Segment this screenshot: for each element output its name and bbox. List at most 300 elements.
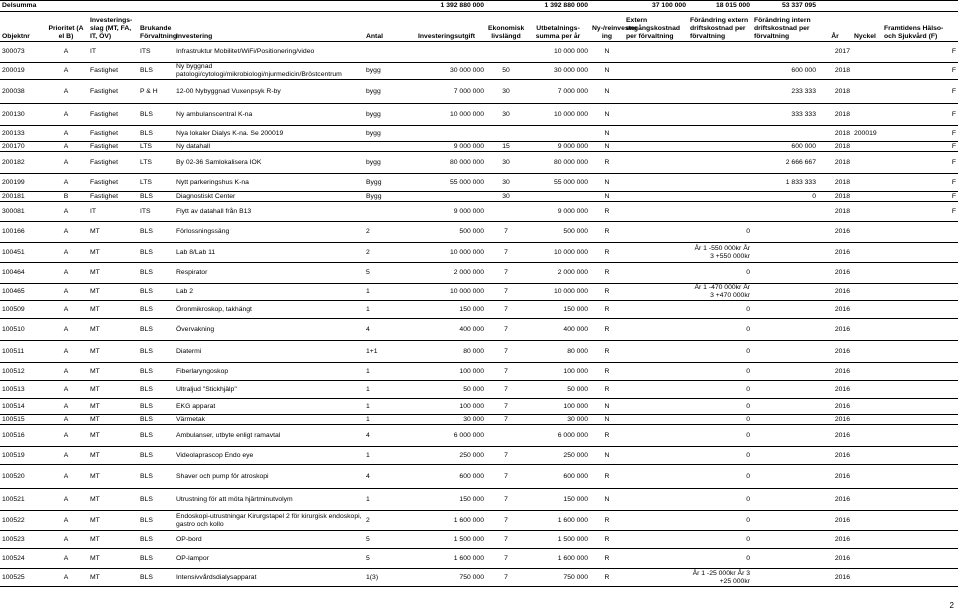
table-row (0, 363, 958, 381)
ar-cell: 2016 (818, 549, 852, 569)
ar-cell: 2018 (818, 142, 852, 152)
header-halso: Framtidens Hälso- och Sjukvård (F) (882, 12, 958, 42)
nyckel-cell (852, 263, 882, 284)
antal-cell: 1 (364, 381, 416, 399)
extern-engang-cell (624, 243, 688, 263)
objektnr-cell: 100510 (0, 319, 44, 341)
extern-drift-cell: 0 (688, 549, 752, 569)
objektnr-cell: 100166 (0, 222, 44, 243)
header-antal: Antal (364, 12, 416, 42)
table-row (0, 415, 958, 425)
ar-cell: 2016 (818, 301, 852, 319)
intern-drift-cell (752, 415, 818, 425)
extern-drift-cell: 0 (688, 222, 752, 243)
objektnr-cell: 200038 (0, 80, 44, 104)
table-row (0, 222, 958, 243)
prioritet-cell: A (44, 549, 88, 569)
objektnr-cell: 100464 (0, 263, 44, 284)
table-row (0, 319, 958, 341)
livslangd-cell: 30 (486, 152, 526, 174)
antal-cell: 4 (364, 465, 416, 489)
objektnr-cell: 100465 (0, 284, 44, 301)
ar-cell: 2017 (818, 42, 852, 63)
header-intern-drift: Förändring intern driftskostnad per förvaltning (752, 12, 818, 42)
intern-drift-cell: 600 000 (752, 63, 818, 80)
brukande-cell: BLS (138, 319, 174, 341)
objektnr-cell: 300081 (0, 202, 44, 222)
brukande-cell: BLS (138, 399, 174, 415)
utbetalning-cell: 2 000 000 (526, 263, 590, 284)
table-row (0, 531, 958, 549)
extern-engang-cell (624, 425, 688, 447)
intern-drift-cell (752, 126, 818, 142)
utbetalning-cell: 10 000 000 (526, 243, 590, 263)
utbetalning-cell: 100 000 (526, 363, 590, 381)
objektnr-cell: 200170 (0, 142, 44, 152)
prioritet-cell: A (44, 447, 88, 465)
utgift-cell: 100 000 (416, 399, 486, 415)
extern-drift-cell (688, 126, 752, 142)
table-row (0, 465, 958, 489)
objektnr-cell: 100512 (0, 363, 44, 381)
slag-cell: MT (88, 263, 138, 284)
table-row (0, 63, 958, 80)
objektnr-cell: 100511 (0, 341, 44, 363)
ar-cell: 2018 (818, 192, 852, 202)
investering-cell: Ny datahall (174, 142, 364, 152)
nyckel-cell (852, 341, 882, 363)
investering-cell: Diatermi (174, 341, 364, 363)
halso-cell: F (882, 142, 958, 152)
header-row (0, 12, 958, 42)
prioritet-cell: A (44, 63, 88, 80)
header-investering: Investering (174, 12, 364, 42)
header-ny: Ny-/reinvester ing (590, 12, 624, 42)
prioritet-cell: A (44, 80, 88, 104)
brukande-cell: BLS (138, 381, 174, 399)
utbetalning-cell: 50 000 (526, 381, 590, 399)
utbetalning-cell: 9 000 000 (526, 202, 590, 222)
utgift-cell: 150 000 (416, 301, 486, 319)
brukande-cell: LTS (138, 174, 174, 192)
subtotal-utbetalning: 1 392 880 000 (526, 1, 590, 12)
nyckel-cell (852, 415, 882, 425)
utbetalning-cell: 55 000 000 (526, 174, 590, 192)
intern-drift-cell: 233 333 (752, 80, 818, 104)
table-row (0, 202, 958, 222)
slag-cell: MT (88, 341, 138, 363)
extern-engang-cell (624, 489, 688, 511)
extern-drift-cell: 0 (688, 415, 752, 425)
ny-reinvest-cell: R (590, 549, 624, 569)
livslangd-cell: 30 (486, 192, 526, 202)
antal-cell: bygg (364, 80, 416, 104)
extern-drift-cell (688, 63, 752, 80)
intern-drift-cell (752, 222, 818, 243)
nyckel-cell (852, 243, 882, 263)
antal-cell: 1+1 (364, 341, 416, 363)
brukande-cell: BLS (138, 425, 174, 447)
intern-drift-cell (752, 341, 818, 363)
investering-cell: Shaver och pump för atroskopi (174, 465, 364, 489)
utbetalning-cell: 10 000 000 (526, 42, 590, 63)
ny-reinvest-cell: R (590, 263, 624, 284)
halso-cell (882, 284, 958, 301)
halso-cell: F (882, 192, 958, 202)
nyckel-cell (852, 531, 882, 549)
livslangd-cell: 30 (486, 104, 526, 126)
antal-cell: bygg (364, 63, 416, 80)
extern-engang-cell (624, 301, 688, 319)
halso-cell: F (882, 152, 958, 174)
prioritet-cell: A (44, 284, 88, 301)
intern-drift-cell (752, 243, 818, 263)
slag-cell: MT (88, 363, 138, 381)
nyckel-cell (852, 202, 882, 222)
utgift-cell: 1 500 000 (416, 531, 486, 549)
ar-cell: 2016 (818, 511, 852, 531)
ar-cell: 2018 (818, 202, 852, 222)
header-extern-drift: Förändring extern driftskostnad per förvaltning (688, 12, 752, 42)
ar-cell: 2016 (818, 284, 852, 301)
utgift-cell: 600 000 (416, 465, 486, 489)
utbetalning-cell: 150 000 (526, 489, 590, 511)
nyckel-cell (852, 363, 882, 381)
utgift-cell: 150 000 (416, 489, 486, 511)
utgift-cell: 80 000 000 (416, 152, 486, 174)
extern-drift-cell: 0 (688, 341, 752, 363)
intern-drift-cell (752, 202, 818, 222)
extern-engang-cell (624, 63, 688, 80)
ar-cell: 2016 (818, 263, 852, 284)
nyckel-cell (852, 152, 882, 174)
extern-engang-cell (624, 549, 688, 569)
utbetalning-cell: 750 000 (526, 569, 590, 587)
antal-cell: 1 (364, 399, 416, 415)
extern-drift-cell: 0 (688, 263, 752, 284)
extern-engang-cell (624, 142, 688, 152)
ar-cell: 2016 (818, 447, 852, 465)
investering-cell: Flytt av datahall från B13 (174, 202, 364, 222)
halso-cell: F (882, 126, 958, 142)
table-row (0, 447, 958, 465)
ny-reinvest-cell: R (590, 381, 624, 399)
utgift-cell: 500 000 (416, 222, 486, 243)
table-row (0, 425, 958, 447)
ny-reinvest-cell: R (590, 363, 624, 381)
livslangd-cell: 7 (486, 447, 526, 465)
ny-reinvest-cell: R (590, 425, 624, 447)
slag-cell: Fastighet (88, 192, 138, 202)
antal-cell: 2 (364, 511, 416, 531)
halso-cell (882, 465, 958, 489)
ny-reinvest-cell: N (590, 80, 624, 104)
nyckel-cell (852, 301, 882, 319)
utbetalning-cell: 100 000 (526, 399, 590, 415)
halso-cell (882, 363, 958, 381)
extern-engang-cell (624, 319, 688, 341)
antal-cell: 4 (364, 319, 416, 341)
nyckel-cell (852, 511, 882, 531)
ny-reinvest-cell: R (590, 202, 624, 222)
slag-cell: MT (88, 465, 138, 489)
livslangd-cell: 7 (486, 415, 526, 425)
extern-engang-cell (624, 284, 688, 301)
antal-cell: 2 (364, 243, 416, 263)
investering-cell: 12-00 Nybyggnad Vuxenpsyk R-by (174, 80, 364, 104)
brukande-cell: ITS (138, 42, 174, 63)
subtotal-intern-drift: 53 337 095 (752, 1, 818, 12)
utgift-cell: 2 000 000 (416, 263, 486, 284)
ar-cell: 2016 (818, 425, 852, 447)
prioritet-cell: A (44, 243, 88, 263)
halso-cell (882, 341, 958, 363)
brukande-cell: ITS (138, 202, 174, 222)
livslangd-cell: 7 (486, 511, 526, 531)
ny-reinvest-cell: R (590, 284, 624, 301)
slag-cell: MT (88, 284, 138, 301)
brukande-cell: BLS (138, 511, 174, 531)
livslangd-cell (486, 42, 526, 63)
nyckel-cell (852, 174, 882, 192)
intern-drift-cell: 2 666 667 (752, 152, 818, 174)
ar-cell: 2016 (818, 222, 852, 243)
table-row (0, 341, 958, 363)
extern-engang-cell (624, 399, 688, 415)
intern-drift-cell (752, 447, 818, 465)
brukande-cell: BLS (138, 104, 174, 126)
objektnr-cell: 200181 (0, 192, 44, 202)
slag-cell: MT (88, 569, 138, 587)
extern-drift-cell: 0 (688, 363, 752, 381)
utgift-cell: 9 000 000 (416, 202, 486, 222)
livslangd-cell: 7 (486, 301, 526, 319)
brukande-cell: BLS (138, 301, 174, 319)
extern-drift-cell (688, 42, 752, 63)
livslangd-cell: 30 (486, 80, 526, 104)
livslangd-cell: 7 (486, 531, 526, 549)
utgift-cell: 6 000 000 (416, 425, 486, 447)
antal-cell: 2 (364, 222, 416, 243)
utbetalning-cell: 500 000 (526, 222, 590, 243)
utgift-cell (416, 42, 486, 63)
extern-engang-cell (624, 531, 688, 549)
slag-cell: Fastighet (88, 80, 138, 104)
extern-drift-cell: 0 (688, 511, 752, 531)
utbetalning-cell: 600 000 (526, 465, 590, 489)
utgift-cell: 10 000 000 (416, 243, 486, 263)
prioritet-cell: A (44, 569, 88, 587)
antal-cell: 1 (364, 415, 416, 425)
utgift-cell: 10 000 000 (416, 104, 486, 126)
slag-cell: Fastighet (88, 142, 138, 152)
utgift-cell (416, 192, 486, 202)
investering-cell: Fiberlaryngoskop (174, 363, 364, 381)
livslangd-cell: 7 (486, 319, 526, 341)
table-row (0, 399, 958, 415)
intern-drift-cell (752, 319, 818, 341)
halso-cell (882, 263, 958, 284)
nyckel-cell (852, 399, 882, 415)
prioritet-cell: A (44, 301, 88, 319)
livslangd-cell: 7 (486, 243, 526, 263)
livslangd-cell: 30 (486, 174, 526, 192)
nyckel-cell (852, 142, 882, 152)
investering-cell: EKG apparat (174, 399, 364, 415)
brukande-cell: BLS (138, 284, 174, 301)
nyckel-cell (852, 104, 882, 126)
ar-cell: 2016 (818, 531, 852, 549)
extern-drift-cell (688, 174, 752, 192)
ny-reinvest-cell: N (590, 42, 624, 63)
nyckel-cell (852, 42, 882, 63)
objektnr-cell: 200133 (0, 126, 44, 142)
extern-drift-cell (688, 142, 752, 152)
utgift-cell: 400 000 (416, 319, 486, 341)
slag-cell: MT (88, 549, 138, 569)
brukande-cell: BLS (138, 447, 174, 465)
table-row (0, 152, 958, 174)
header-nyckel: Nyckel (852, 12, 882, 42)
extern-engang-cell (624, 174, 688, 192)
extern-drift-cell (688, 192, 752, 202)
ar-cell: 2016 (818, 363, 852, 381)
extern-drift-cell: 0 (688, 425, 752, 447)
extern-drift-cell (688, 202, 752, 222)
investering-cell: By 02-36 Samlokalisera IOK (174, 152, 364, 174)
halso-cell (882, 511, 958, 531)
header-prioritet: Prioritet (A el B) (44, 12, 88, 42)
livslangd-cell (486, 425, 526, 447)
extern-engang-cell (624, 80, 688, 104)
objektnr-cell: 100509 (0, 301, 44, 319)
investering-cell: Ultraljud "Stickhjälp" (174, 381, 364, 399)
objektnr-cell: 100521 (0, 489, 44, 511)
intern-drift-cell (752, 42, 818, 63)
antal-cell: Bygg (364, 174, 416, 192)
livslangd-cell: 7 (486, 489, 526, 511)
investering-cell: Nytt parkeringshus K-na (174, 174, 364, 192)
prioritet-cell: A (44, 415, 88, 425)
utgift-cell: 100 000 (416, 363, 486, 381)
prioritet-cell: A (44, 142, 88, 152)
utgift-cell: 1 600 000 (416, 549, 486, 569)
investering-cell: Förlossningssäng (174, 222, 364, 243)
brukande-cell: BLS (138, 63, 174, 80)
halso-cell (882, 243, 958, 263)
extern-engang-cell (624, 363, 688, 381)
utbetalning-cell (526, 192, 590, 202)
investering-cell: Ambulanser, utbyte enligt ramavtal (174, 425, 364, 447)
livslangd-cell: 15 (486, 142, 526, 152)
intern-drift-cell: 0 (752, 192, 818, 202)
utbetalning-cell: 6 000 000 (526, 425, 590, 447)
objektnr-cell: 100520 (0, 465, 44, 489)
extern-drift-cell: 0 (688, 399, 752, 415)
table-row (0, 263, 958, 284)
investering-cell: Nya lokaler Dialys K-na. Se 200019 (174, 126, 364, 142)
prioritet-cell: A (44, 202, 88, 222)
table-row (0, 511, 958, 531)
intern-drift-cell (752, 284, 818, 301)
ny-reinvest-cell: R (590, 301, 624, 319)
utgift-cell: 750 000 (416, 569, 486, 587)
extern-engang-cell (624, 202, 688, 222)
objektnr-cell: 200199 (0, 174, 44, 192)
utgift-cell: 1 600 000 (416, 511, 486, 531)
utbetalning-cell: 80 000 000 (526, 152, 590, 174)
ar-cell: 2016 (818, 569, 852, 587)
intern-drift-cell (752, 489, 818, 511)
investering-cell: OP-lampor (174, 549, 364, 569)
investering-cell: Öronmikroskop, takhängt (174, 301, 364, 319)
slag-cell: MT (88, 381, 138, 399)
brukande-cell: P & H (138, 80, 174, 104)
livslangd-cell: 7 (486, 222, 526, 243)
table-row (0, 142, 958, 152)
utbetalning-cell: 400 000 (526, 319, 590, 341)
slag-cell: MT (88, 243, 138, 263)
subtotal-extern-drift: 18 015 000 (688, 1, 752, 12)
ny-reinvest-cell: N (590, 126, 624, 142)
livslangd-cell (486, 202, 526, 222)
utgift-cell: 10 000 000 (416, 284, 486, 301)
header-utgift: Investeringsutgift (416, 12, 486, 42)
table-row (0, 42, 958, 63)
page-number: 2 (949, 601, 954, 610)
slag-cell: Fastighet (88, 126, 138, 142)
intern-drift-cell (752, 363, 818, 381)
livslangd-cell: 7 (486, 381, 526, 399)
antal-cell: 1 (364, 363, 416, 381)
slag-cell: Fastighet (88, 104, 138, 126)
brukande-cell: LTS (138, 142, 174, 152)
livslangd-cell: 7 (486, 569, 526, 587)
ny-reinvest-cell: R (590, 465, 624, 489)
halso-cell (882, 381, 958, 399)
prioritet-cell: A (44, 381, 88, 399)
ny-reinvest-cell: R (590, 243, 624, 263)
brukande-cell: BLS (138, 465, 174, 489)
extern-drift-cell: 0 (688, 381, 752, 399)
prioritet-cell: A (44, 363, 88, 381)
halso-cell (882, 549, 958, 569)
ar-cell: 2016 (818, 399, 852, 415)
subtotal-extern-engang: 37 100 000 (624, 1, 688, 12)
header-ar: År (818, 12, 852, 42)
ny-reinvest-cell: N (590, 489, 624, 511)
slag-cell: MT (88, 425, 138, 447)
intern-drift-cell: 600 000 (752, 142, 818, 152)
prioritet-cell: A (44, 511, 88, 531)
utgift-cell: 55 000 000 (416, 174, 486, 192)
extern-engang-cell (624, 465, 688, 489)
extern-drift-cell (688, 152, 752, 174)
investering-cell: Intensivvårdsdialysapparat (174, 569, 364, 587)
nyckel-cell (852, 569, 882, 587)
prioritet-cell: A (44, 399, 88, 415)
slag-cell: Fastighet (88, 152, 138, 174)
extern-drift-cell: 0 (688, 319, 752, 341)
antal-cell (364, 42, 416, 63)
extern-engang-cell (624, 415, 688, 425)
brukande-cell: LTS (138, 152, 174, 174)
brukande-cell: BLS (138, 222, 174, 243)
investering-cell: Videolaprascop Endo eye (174, 447, 364, 465)
intern-drift-cell: 1 833 333 (752, 174, 818, 192)
utgift-cell: 30 000 (416, 415, 486, 425)
ny-reinvest-cell: R (590, 531, 624, 549)
